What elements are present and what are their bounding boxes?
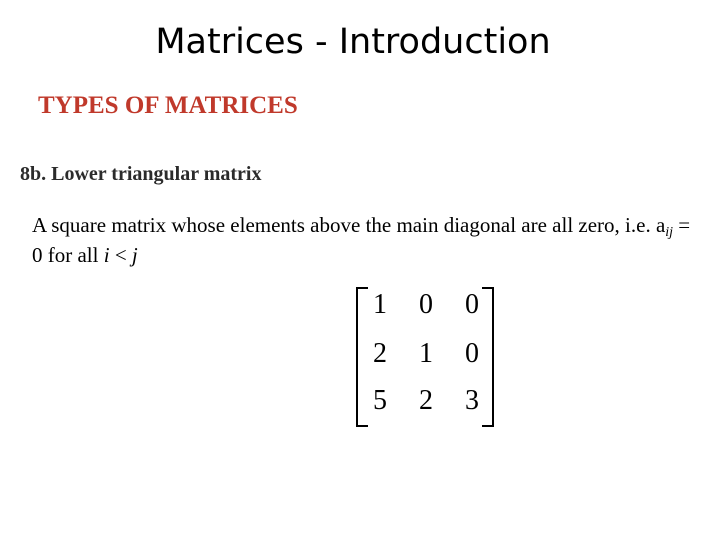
matrix-cell: 1 (373, 289, 387, 320)
matrix-cell: 2 (373, 338, 387, 369)
matrix-cell: 0 (465, 289, 479, 320)
slide-title: Matrices - Introduction (155, 22, 551, 62)
definition-text-part: = 0 for all (32, 213, 691, 267)
matrix-cell: 1 (419, 338, 433, 369)
section-heading: TYPES OF MATRICES (38, 92, 298, 119)
index-subscript: ij (665, 225, 674, 240)
definition-text (32, 210, 692, 270)
definition-text-part: A square matrix whose elements above the main diagonal are all zero, i.e. a (32, 213, 666, 237)
lower-triangular-matrix (356, 287, 494, 425)
matrix-cell: 5 (373, 385, 387, 416)
matrix-cell: 3 (465, 385, 479, 416)
matrix-cell: 0 (465, 338, 479, 369)
matrix-cell: 2 (419, 385, 433, 416)
matrix-cell: 0 (419, 289, 433, 320)
variable-j: j (131, 243, 138, 267)
subsection-heading: 8b. Lower triangular matrix (20, 163, 262, 185)
variable-i: i (103, 243, 110, 267)
less-than-sign: < (109, 243, 132, 267)
